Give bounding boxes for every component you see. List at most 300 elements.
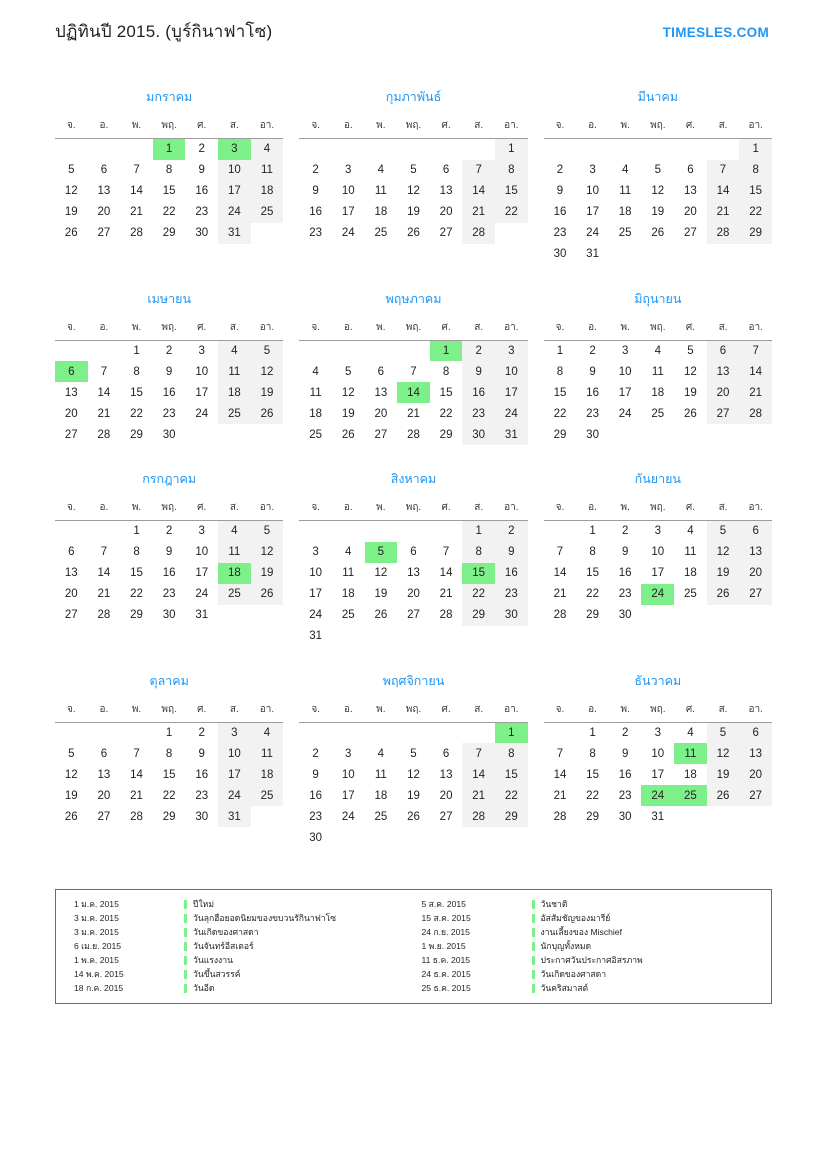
day-cell[interactable]: 18 — [651, 386, 665, 399]
day-cell[interactable]: 30 — [195, 810, 209, 823]
day-cell[interactable]: 29 — [462, 605, 495, 626]
day-cell[interactable]: 31 — [218, 806, 251, 827]
day-cell[interactable]: 18 — [251, 764, 284, 785]
day-cell[interactable]: 3 — [312, 546, 319, 558]
day-cell[interactable]: 29 — [553, 428, 567, 441]
day-cell[interactable]: 6 — [442, 164, 450, 176]
day-cell[interactable]: 23 — [618, 789, 632, 802]
day-cell[interactable]: 21 — [739, 382, 772, 403]
day-cell[interactable]: 12 — [707, 542, 740, 563]
day-cell[interactable]: 29 — [162, 810, 176, 823]
day-cell[interactable]: 15 — [162, 185, 176, 197]
day-cell[interactable]: 1 — [556, 344, 564, 357]
day-cell[interactable]: 13 — [374, 386, 388, 399]
day-cell[interactable]: 26 — [341, 428, 355, 441]
day-cell-holiday[interactable]: 14 — [397, 382, 430, 403]
day-cell[interactable]: 20 — [64, 588, 78, 600]
day-cell[interactable]: 4 — [218, 340, 251, 361]
day-cell[interactable]: 12 — [684, 365, 697, 378]
day-cell[interactable]: 8 — [133, 365, 140, 378]
day-cell[interactable]: 20 — [439, 789, 453, 802]
day-cell[interactable]: 22 — [462, 584, 495, 605]
day-cell[interactable]: 9 — [462, 361, 495, 382]
day-cell[interactable]: 2 — [198, 726, 205, 739]
day-cell[interactable]: 23 — [195, 789, 209, 802]
day-cell[interactable]: 26 — [651, 227, 665, 239]
day-cell[interactable]: 5 — [654, 164, 661, 176]
day-cell[interactable]: 28 — [97, 428, 111, 441]
day-cell[interactable]: 11 — [251, 160, 284, 181]
day-cell[interactable]: 14 — [97, 567, 111, 579]
day-cell[interactable]: 5 — [707, 722, 740, 743]
day-cell[interactable]: 26 — [374, 609, 388, 621]
day-cell[interactable]: 20 — [684, 206, 697, 218]
day-cell[interactable]: 16 — [495, 563, 528, 584]
day-cell[interactable]: 6 — [410, 546, 417, 558]
day-cell[interactable]: 26 — [407, 227, 420, 239]
day-cell[interactable]: 6 — [100, 747, 108, 760]
day-cell[interactable]: 24 — [618, 407, 632, 420]
day-cell[interactable]: 20 — [97, 789, 111, 802]
day-cell[interactable]: 3 — [621, 344, 629, 357]
day-cell[interactable]: 7 — [462, 160, 495, 181]
day-cell[interactable]: 14 — [739, 361, 772, 382]
day-cell[interactable]: 8 — [133, 546, 140, 558]
day-cell[interactable]: 15 — [130, 567, 143, 579]
day-cell[interactable]: 19 — [684, 386, 697, 399]
day-cell[interactable]: 13 — [439, 768, 453, 781]
day-cell[interactable]: 7 — [100, 365, 108, 378]
day-cell[interactable]: 10 — [309, 567, 323, 579]
day-cell[interactable]: 27 — [439, 227, 453, 239]
day-cell[interactable]: 9 — [165, 365, 173, 378]
day-cell[interactable]: 17 — [495, 382, 528, 403]
day-cell[interactable]: 18 — [684, 567, 697, 579]
day-cell[interactable]: 7 — [556, 546, 564, 558]
day-cell[interactable]: 29 — [586, 810, 599, 823]
day-cell[interactable]: 24 — [341, 227, 355, 239]
day-cell[interactable]: 3 — [218, 722, 251, 743]
day-cell[interactable]: 20 — [739, 764, 772, 785]
day-cell[interactable]: 19 — [251, 382, 284, 403]
day-cell[interactable]: 2 — [556, 164, 564, 176]
day-cell[interactable]: 9 — [198, 747, 205, 760]
day-cell[interactable]: 31 — [495, 424, 528, 445]
day-cell[interactable]: 7 — [442, 546, 450, 558]
day-cell[interactable]: 20 — [64, 407, 78, 420]
day-cell[interactable]: 23 — [462, 403, 495, 424]
day-cell[interactable]: 16 — [553, 206, 567, 218]
day-cell[interactable]: 18 — [374, 789, 388, 802]
day-cell[interactable]: 26 — [64, 227, 78, 239]
day-cell[interactable]: 6 — [739, 521, 772, 542]
day-cell[interactable]: 6 — [442, 747, 450, 760]
day-cell[interactable]: 1 — [589, 525, 596, 538]
day-cell[interactable]: 11 — [342, 567, 355, 579]
day-cell[interactable]: 3 — [198, 525, 205, 538]
day-cell[interactable]: 20 — [439, 206, 453, 218]
day-cell[interactable]: 24 — [195, 407, 209, 420]
day-cell[interactable]: 23 — [309, 227, 323, 239]
day-cell[interactable]: 17 — [341, 789, 355, 802]
day-cell[interactable]: 4 — [687, 726, 694, 739]
day-cell[interactable]: 3 — [495, 340, 528, 361]
day-cell[interactable]: 24 — [218, 785, 251, 806]
day-cell[interactable]: 4 — [687, 525, 694, 538]
day-cell[interactable]: 23 — [553, 227, 567, 239]
day-cell[interactable]: 12 — [64, 185, 78, 197]
day-cell[interactable]: 13 — [739, 542, 772, 563]
day-cell-holiday[interactable]: 6 — [55, 361, 88, 382]
day-cell[interactable]: 19 — [651, 206, 665, 218]
day-cell[interactable]: 1 — [462, 521, 495, 542]
day-cell[interactable]: 21 — [553, 588, 567, 600]
day-cell[interactable]: 29 — [739, 223, 772, 244]
day-cell[interactable]: 13 — [407, 567, 420, 579]
day-cell[interactable]: 15 — [439, 386, 453, 399]
day-cell[interactable]: 22 — [162, 789, 176, 802]
day-cell-holiday[interactable]: 15 — [462, 563, 495, 584]
day-cell[interactable]: 4 — [251, 139, 284, 160]
day-cell[interactable]: 28 — [553, 810, 567, 823]
day-cell-holiday[interactable]: 3 — [218, 139, 251, 160]
day-cell[interactable]: 18 — [218, 382, 251, 403]
day-cell[interactable]: 21 — [97, 588, 111, 600]
day-cell[interactable]: 6 — [739, 722, 772, 743]
day-cell[interactable]: 11 — [218, 542, 251, 563]
day-cell[interactable]: 26 — [64, 810, 78, 823]
day-cell[interactable]: 31 — [586, 248, 599, 260]
day-cell[interactable]: 25 — [251, 202, 284, 223]
day-cell[interactable]: 31 — [218, 223, 251, 244]
day-cell[interactable]: 13 — [707, 361, 740, 382]
day-cell[interactable]: 4 — [218, 521, 251, 542]
day-cell[interactable]: 17 — [218, 764, 251, 785]
day-cell[interactable]: 2 — [462, 340, 495, 361]
day-cell[interactable]: 28 — [130, 810, 143, 823]
day-cell[interactable]: 14 — [462, 764, 495, 785]
day-cell[interactable]: 30 — [162, 428, 176, 441]
day-cell[interactable]: 1 — [133, 344, 140, 357]
day-cell[interactable]: 22 — [495, 202, 528, 223]
day-cell[interactable]: 7 — [410, 365, 417, 378]
day-cell[interactable]: 2 — [312, 747, 319, 760]
day-cell[interactable]: 20 — [97, 206, 111, 218]
day-cell[interactable]: 11 — [251, 743, 284, 764]
day-cell[interactable]: 14 — [97, 386, 111, 399]
day-cell[interactable]: 24 — [218, 202, 251, 223]
day-cell[interactable]: 30 — [462, 424, 495, 445]
day-cell[interactable]: 9 — [589, 365, 596, 378]
day-cell[interactable]: 8 — [495, 160, 528, 181]
day-cell[interactable]: 8 — [495, 743, 528, 764]
day-cell[interactable]: 5 — [68, 164, 75, 176]
day-cell[interactable]: 12 — [251, 361, 284, 382]
day-cell[interactable]: 13 — [97, 768, 111, 781]
day-cell[interactable]: 26 — [684, 407, 697, 420]
day-cell[interactable]: 31 — [651, 810, 665, 823]
day-cell[interactable]: 2 — [198, 143, 205, 156]
day-cell[interactable]: 10 — [218, 160, 251, 181]
day-cell-holiday[interactable]: 25 — [674, 785, 707, 806]
day-cell[interactable]: 25 — [309, 428, 323, 441]
day-cell[interactable]: 14 — [462, 181, 495, 202]
day-cell[interactable]: 19 — [707, 563, 740, 584]
day-cell[interactable]: 30 — [495, 605, 528, 626]
day-cell[interactable]: 19 — [707, 764, 740, 785]
day-cell[interactable]: 14 — [553, 768, 567, 781]
day-cell[interactable]: 25 — [618, 227, 632, 239]
day-cell[interactable]: 8 — [739, 160, 772, 181]
day-cell[interactable]: 2 — [312, 164, 319, 176]
day-cell[interactable]: 23 — [495, 584, 528, 605]
day-cell[interactable]: 15 — [162, 768, 176, 781]
day-cell[interactable]: 29 — [439, 428, 453, 441]
day-cell[interactable]: 23 — [162, 407, 176, 420]
day-cell[interactable]: 22 — [130, 588, 143, 600]
day-cell[interactable]: 27 — [739, 785, 772, 806]
day-cell[interactable]: 19 — [64, 789, 78, 802]
day-cell[interactable]: 28 — [97, 609, 111, 621]
day-cell[interactable]: 6 — [377, 365, 385, 378]
day-cell[interactable]: 8 — [165, 164, 173, 176]
day-cell[interactable]: 28 — [462, 806, 495, 827]
day-cell[interactable]: 18 — [618, 206, 632, 218]
day-cell[interactable]: 17 — [651, 567, 665, 579]
day-cell[interactable]: 17 — [195, 386, 209, 399]
day-cell[interactable]: 1 — [165, 726, 173, 739]
day-cell[interactable]: 11 — [309, 386, 322, 399]
day-cell[interactable]: 27 — [64, 428, 78, 441]
day-cell[interactable]: 14 — [553, 567, 567, 579]
day-cell[interactable]: 14 — [439, 567, 453, 579]
day-cell[interactable]: 23 — [586, 407, 599, 420]
day-cell[interactable]: 10 — [218, 743, 251, 764]
day-cell[interactable]: 9 — [312, 768, 319, 781]
day-cell[interactable]: 16 — [618, 567, 632, 579]
day-cell[interactable]: 19 — [407, 206, 420, 218]
day-cell[interactable]: 26 — [707, 785, 740, 806]
day-cell[interactable]: 24 — [495, 403, 528, 424]
day-cell[interactable]: 30 — [195, 227, 209, 239]
day-cell[interactable]: 13 — [64, 386, 78, 399]
day-cell[interactable]: 5 — [251, 340, 284, 361]
day-cell[interactable]: 10 — [195, 365, 209, 378]
day-cell[interactable]: 16 — [618, 768, 632, 781]
day-cell[interactable]: 8 — [556, 365, 564, 378]
day-cell[interactable]: 28 — [462, 223, 495, 244]
day-cell[interactable]: 12 — [407, 768, 420, 781]
day-cell[interactable]: 5 — [345, 365, 352, 378]
day-cell[interactable]: 12 — [707, 743, 740, 764]
day-cell[interactable]: 12 — [651, 185, 665, 197]
day-cell[interactable]: 17 — [309, 588, 323, 600]
day-cell[interactable]: 10 — [651, 747, 665, 760]
day-cell[interactable]: 23 — [309, 810, 323, 823]
day-cell[interactable]: 13 — [439, 185, 453, 197]
day-cell[interactable]: 30 — [618, 810, 632, 823]
day-cell[interactable]: 9 — [621, 747, 629, 760]
day-cell[interactable]: 4 — [654, 344, 661, 357]
day-cell[interactable]: 12 — [341, 386, 355, 399]
day-cell[interactable]: 9 — [312, 185, 319, 197]
day-cell[interactable]: 10 — [618, 365, 632, 378]
day-cell[interactable]: 30 — [618, 609, 632, 621]
day-cell[interactable]: 25 — [374, 227, 388, 239]
day-cell[interactable]: 21 — [553, 789, 567, 802]
day-cell[interactable]: 15 — [495, 764, 528, 785]
day-cell-holiday[interactable]: 11 — [674, 743, 707, 764]
day-cell[interactable]: 7 — [133, 164, 140, 176]
day-cell[interactable]: 25 — [651, 407, 665, 420]
day-cell[interactable]: 11 — [619, 185, 632, 197]
day-cell[interactable]: 31 — [195, 609, 209, 621]
day-cell[interactable]: 12 — [407, 185, 420, 197]
day-cell[interactable]: 9 — [198, 164, 205, 176]
day-cell[interactable]: 27 — [97, 227, 111, 239]
day-cell[interactable]: 20 — [739, 563, 772, 584]
day-cell[interactable]: 7 — [707, 160, 740, 181]
day-cell[interactable]: 28 — [739, 403, 772, 424]
day-cell[interactable]: 9 — [495, 542, 528, 563]
day-cell[interactable]: 19 — [251, 563, 284, 584]
day-cell[interactable]: 10 — [586, 185, 599, 197]
day-cell[interactable]: 13 — [97, 185, 111, 197]
day-cell[interactable]: 10 — [651, 546, 665, 558]
day-cell[interactable]: 2 — [165, 525, 173, 538]
day-cell[interactable]: 8 — [589, 747, 596, 760]
day-cell[interactable]: 14 — [707, 181, 740, 202]
day-cell[interactable]: 4 — [377, 164, 385, 176]
day-cell[interactable]: 17 — [586, 206, 599, 218]
day-cell[interactable]: 25 — [218, 584, 251, 605]
day-cell[interactable]: 30 — [553, 248, 567, 260]
day-cell[interactable]: 17 — [195, 567, 209, 579]
day-cell-holiday[interactable]: 24 — [641, 785, 674, 806]
day-cell[interactable]: 22 — [739, 202, 772, 223]
day-cell[interactable]: 24 — [341, 810, 355, 823]
day-cell[interactable]: 16 — [195, 185, 209, 197]
day-cell[interactable]: 14 — [130, 185, 143, 197]
day-cell[interactable]: 21 — [407, 407, 420, 420]
day-cell[interactable]: 15 — [553, 386, 567, 399]
day-cell[interactable]: 11 — [218, 361, 251, 382]
day-cell[interactable]: 26 — [407, 810, 420, 823]
day-cell[interactable]: 28 — [439, 609, 453, 621]
day-cell[interactable]: 1 — [589, 726, 596, 739]
day-cell[interactable]: 3 — [345, 164, 352, 176]
day-cell[interactable]: 9 — [556, 185, 564, 197]
day-cell[interactable]: 27 — [739, 584, 772, 605]
day-cell[interactable]: 21 — [130, 789, 143, 802]
day-cell[interactable]: 7 — [100, 546, 108, 558]
day-cell[interactable]: 29 — [130, 609, 143, 621]
day-cell[interactable]: 24 — [586, 227, 599, 239]
day-cell[interactable]: 21 — [130, 206, 143, 218]
day-cell[interactable]: 9 — [621, 546, 629, 558]
day-cell[interactable]: 3 — [345, 747, 352, 760]
day-cell[interactable]: 14 — [130, 768, 143, 781]
day-cell[interactable]: 16 — [462, 382, 495, 403]
day-cell[interactable]: 10 — [195, 546, 209, 558]
day-cell[interactable]: 1 — [739, 139, 772, 160]
day-cell[interactable]: 16 — [195, 768, 209, 781]
day-cell[interactable]: 2 — [621, 525, 629, 538]
day-cell[interactable]: 11 — [684, 546, 697, 558]
day-cell[interactable]: 13 — [64, 567, 78, 579]
day-cell[interactable]: 6 — [687, 164, 694, 176]
day-cell[interactable]: 7 — [462, 743, 495, 764]
day-cell[interactable]: 15 — [495, 181, 528, 202]
day-cell[interactable]: 18 — [374, 206, 388, 218]
day-cell[interactable]: 27 — [707, 403, 740, 424]
day-cell[interactable]: 5 — [410, 164, 417, 176]
day-cell[interactable]: 8 — [462, 542, 495, 563]
day-cell[interactable]: 10 — [341, 185, 355, 197]
day-cell[interactable]: 10 — [495, 361, 528, 382]
day-cell[interactable]: 17 — [651, 768, 665, 781]
day-cell[interactable]: 27 — [439, 810, 453, 823]
day-cell[interactable]: 4 — [251, 722, 284, 743]
day-cell[interactable]: 16 — [162, 386, 176, 399]
day-cell[interactable]: 25 — [374, 810, 388, 823]
day-cell-holiday[interactable]: 1 — [430, 340, 463, 361]
day-cell[interactable]: 12 — [374, 567, 388, 579]
day-cell[interactable]: 22 — [162, 206, 176, 218]
day-cell[interactable]: 1 — [495, 139, 528, 160]
day-cell[interactable]: 22 — [586, 789, 599, 802]
day-cell[interactable]: 21 — [462, 202, 495, 223]
day-cell[interactable]: 18 — [684, 768, 697, 781]
day-cell[interactable]: 22 — [553, 407, 567, 420]
day-cell[interactable]: 4 — [377, 747, 385, 760]
day-cell[interactable]: 18 — [251, 181, 284, 202]
day-cell[interactable]: 2 — [495, 521, 528, 542]
day-cell[interactable]: 10 — [341, 768, 355, 781]
day-cell[interactable]: 25 — [341, 609, 355, 621]
day-cell[interactable]: 6 — [68, 546, 75, 558]
day-cell[interactable]: 25 — [218, 403, 251, 424]
day-cell[interactable]: 11 — [374, 185, 387, 197]
day-cell[interactable]: 30 — [309, 831, 323, 844]
day-cell[interactable]: 22 — [439, 407, 453, 420]
day-cell[interactable]: 24 — [195, 588, 209, 600]
day-cell[interactable]: 19 — [64, 206, 78, 218]
day-cell-holiday[interactable]: 24 — [641, 584, 674, 605]
day-cell[interactable]: 3 — [654, 525, 661, 538]
day-cell[interactable]: 30 — [162, 609, 176, 621]
day-cell[interactable]: 7 — [739, 340, 772, 361]
day-cell[interactable]: 3 — [198, 344, 205, 357]
day-cell[interactable]: 7 — [556, 747, 564, 760]
day-cell[interactable]: 8 — [165, 747, 173, 760]
day-cell[interactable]: 11 — [374, 768, 387, 781]
day-cell[interactable]: 4 — [312, 365, 319, 378]
day-cell[interactable]: 16 — [586, 386, 599, 399]
day-cell[interactable]: 26 — [251, 403, 284, 424]
day-cell[interactable]: 3 — [589, 164, 596, 176]
day-cell[interactable]: 13 — [684, 185, 697, 197]
day-cell[interactable]: 23 — [162, 588, 176, 600]
day-cell[interactable]: 9 — [165, 546, 173, 558]
day-cell[interactable]: 27 — [684, 227, 697, 239]
day-cell[interactable]: 21 — [462, 785, 495, 806]
day-cell[interactable]: 17 — [618, 386, 632, 399]
day-cell[interactable]: 26 — [707, 584, 740, 605]
day-cell[interactable]: 20 — [707, 382, 740, 403]
day-cell[interactable]: 27 — [407, 609, 420, 621]
day-cell[interactable]: 23 — [195, 206, 209, 218]
